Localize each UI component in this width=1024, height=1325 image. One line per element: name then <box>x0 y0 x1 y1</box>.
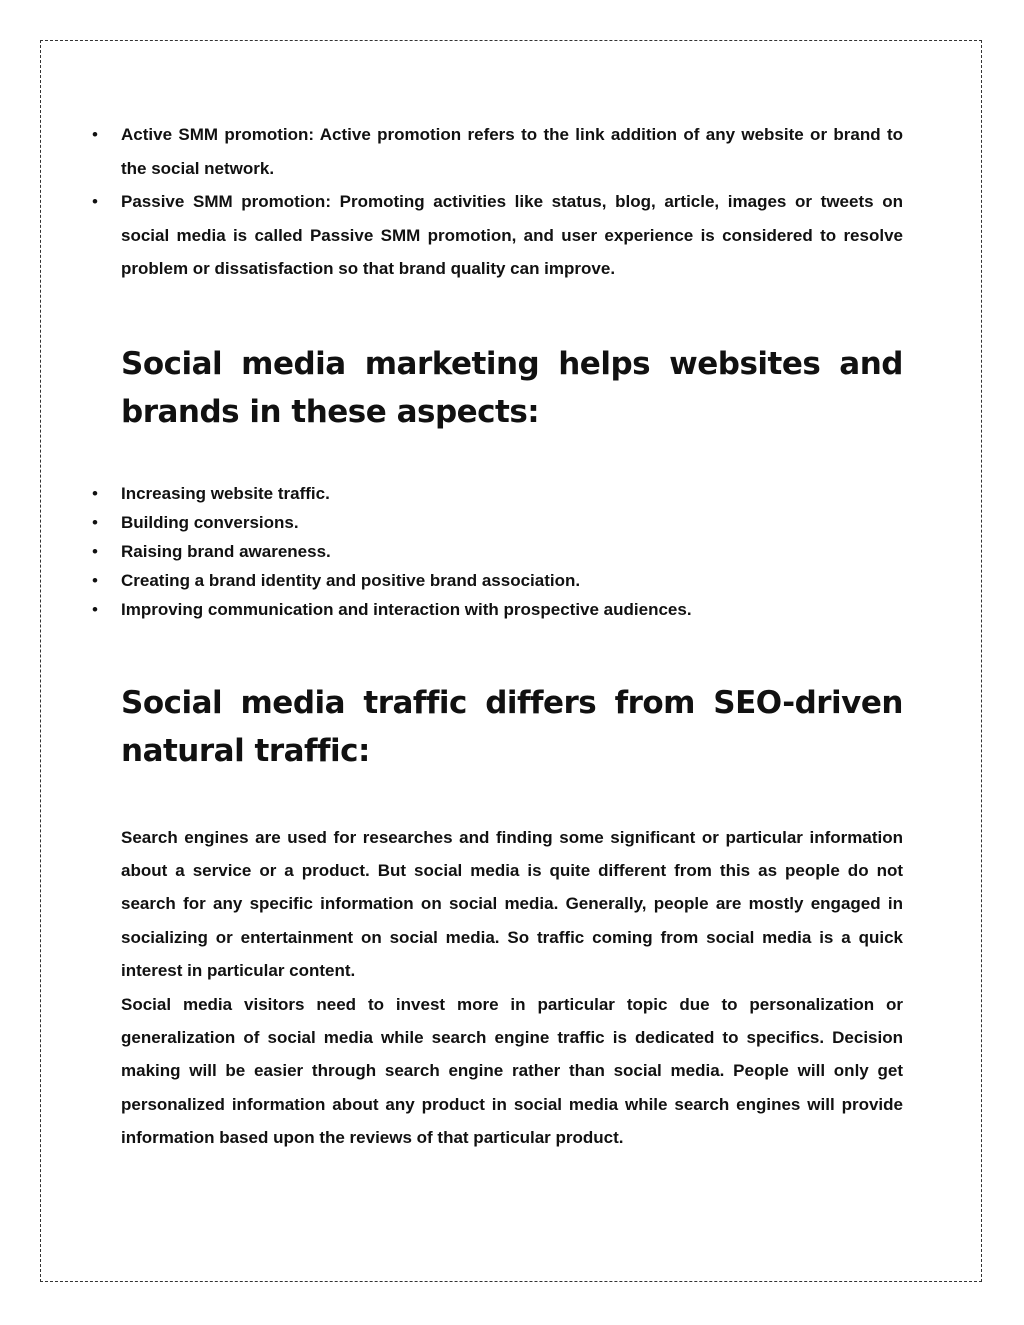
bullet-icon: • <box>92 192 98 211</box>
section-heading-aspects: Social media marketing helps websites and brands in these aspects: <box>121 345 903 430</box>
bullet-icon: • <box>92 512 98 532</box>
list-item <box>92 595 903 624</box>
list-item <box>92 185 903 286</box>
list-item-text: Active SMM promotion: Active promotion refers to the link addition of any website or brand to the social network. <box>121 125 903 178</box>
promotion-list <box>92 118 903 286</box>
bullet-icon: • <box>92 483 98 503</box>
list-item-text: Increasing website traffic. <box>121 483 330 503</box>
bullet-icon: • <box>92 570 98 590</box>
aspects-list <box>92 479 903 624</box>
list-item <box>92 508 903 537</box>
list-item-text: Building conversions. <box>121 512 299 532</box>
bullet-icon: • <box>92 541 98 561</box>
section-heading-traffic: Social media traffic differs from SEO-driven natural traffic: <box>121 684 903 769</box>
list-item-text: Raising brand awareness. <box>121 541 331 561</box>
bullet-icon: • <box>92 125 98 144</box>
document-content <box>92 118 903 1155</box>
list-item <box>92 479 903 508</box>
list-item-text: Passive SMM promotion: Promoting activities like status, blog, article, images or tweets on social media is called Passive SMM promotion, and user experience is considered to resolve problem or dissatisfaction so that brand quality can improve. <box>121 192 903 278</box>
list-item <box>92 537 903 566</box>
bullet-icon: • <box>92 599 98 619</box>
list-item-text: Improving communication and interaction with prospective audiences. <box>121 599 692 619</box>
list-item-text: Creating a brand identity and positive brand association. <box>121 570 581 590</box>
traffic-body <box>121 821 903 1155</box>
list-item <box>92 118 903 185</box>
list-item <box>92 566 903 595</box>
paragraph: Search engines are used for researches and finding some significant or particular information about a service or a product. But social media is quite different from this as people do not search for any specific information on social media. Generally, people are mostly engaged in socializing or entertainment on social media. So traffic coming from social media is a quick interest in particular content. <box>121 827 903 981</box>
paragraph: Social media visitors need to invest more in particular topic due to personalization or generalization of social media while search engine traffic is dedicated to specifics. Decision making will be easier through search engine rather than social media. People will only get personalized information about any product in social media while search engines will provide information based upon the reviews of that particular product. <box>121 994 903 1148</box>
